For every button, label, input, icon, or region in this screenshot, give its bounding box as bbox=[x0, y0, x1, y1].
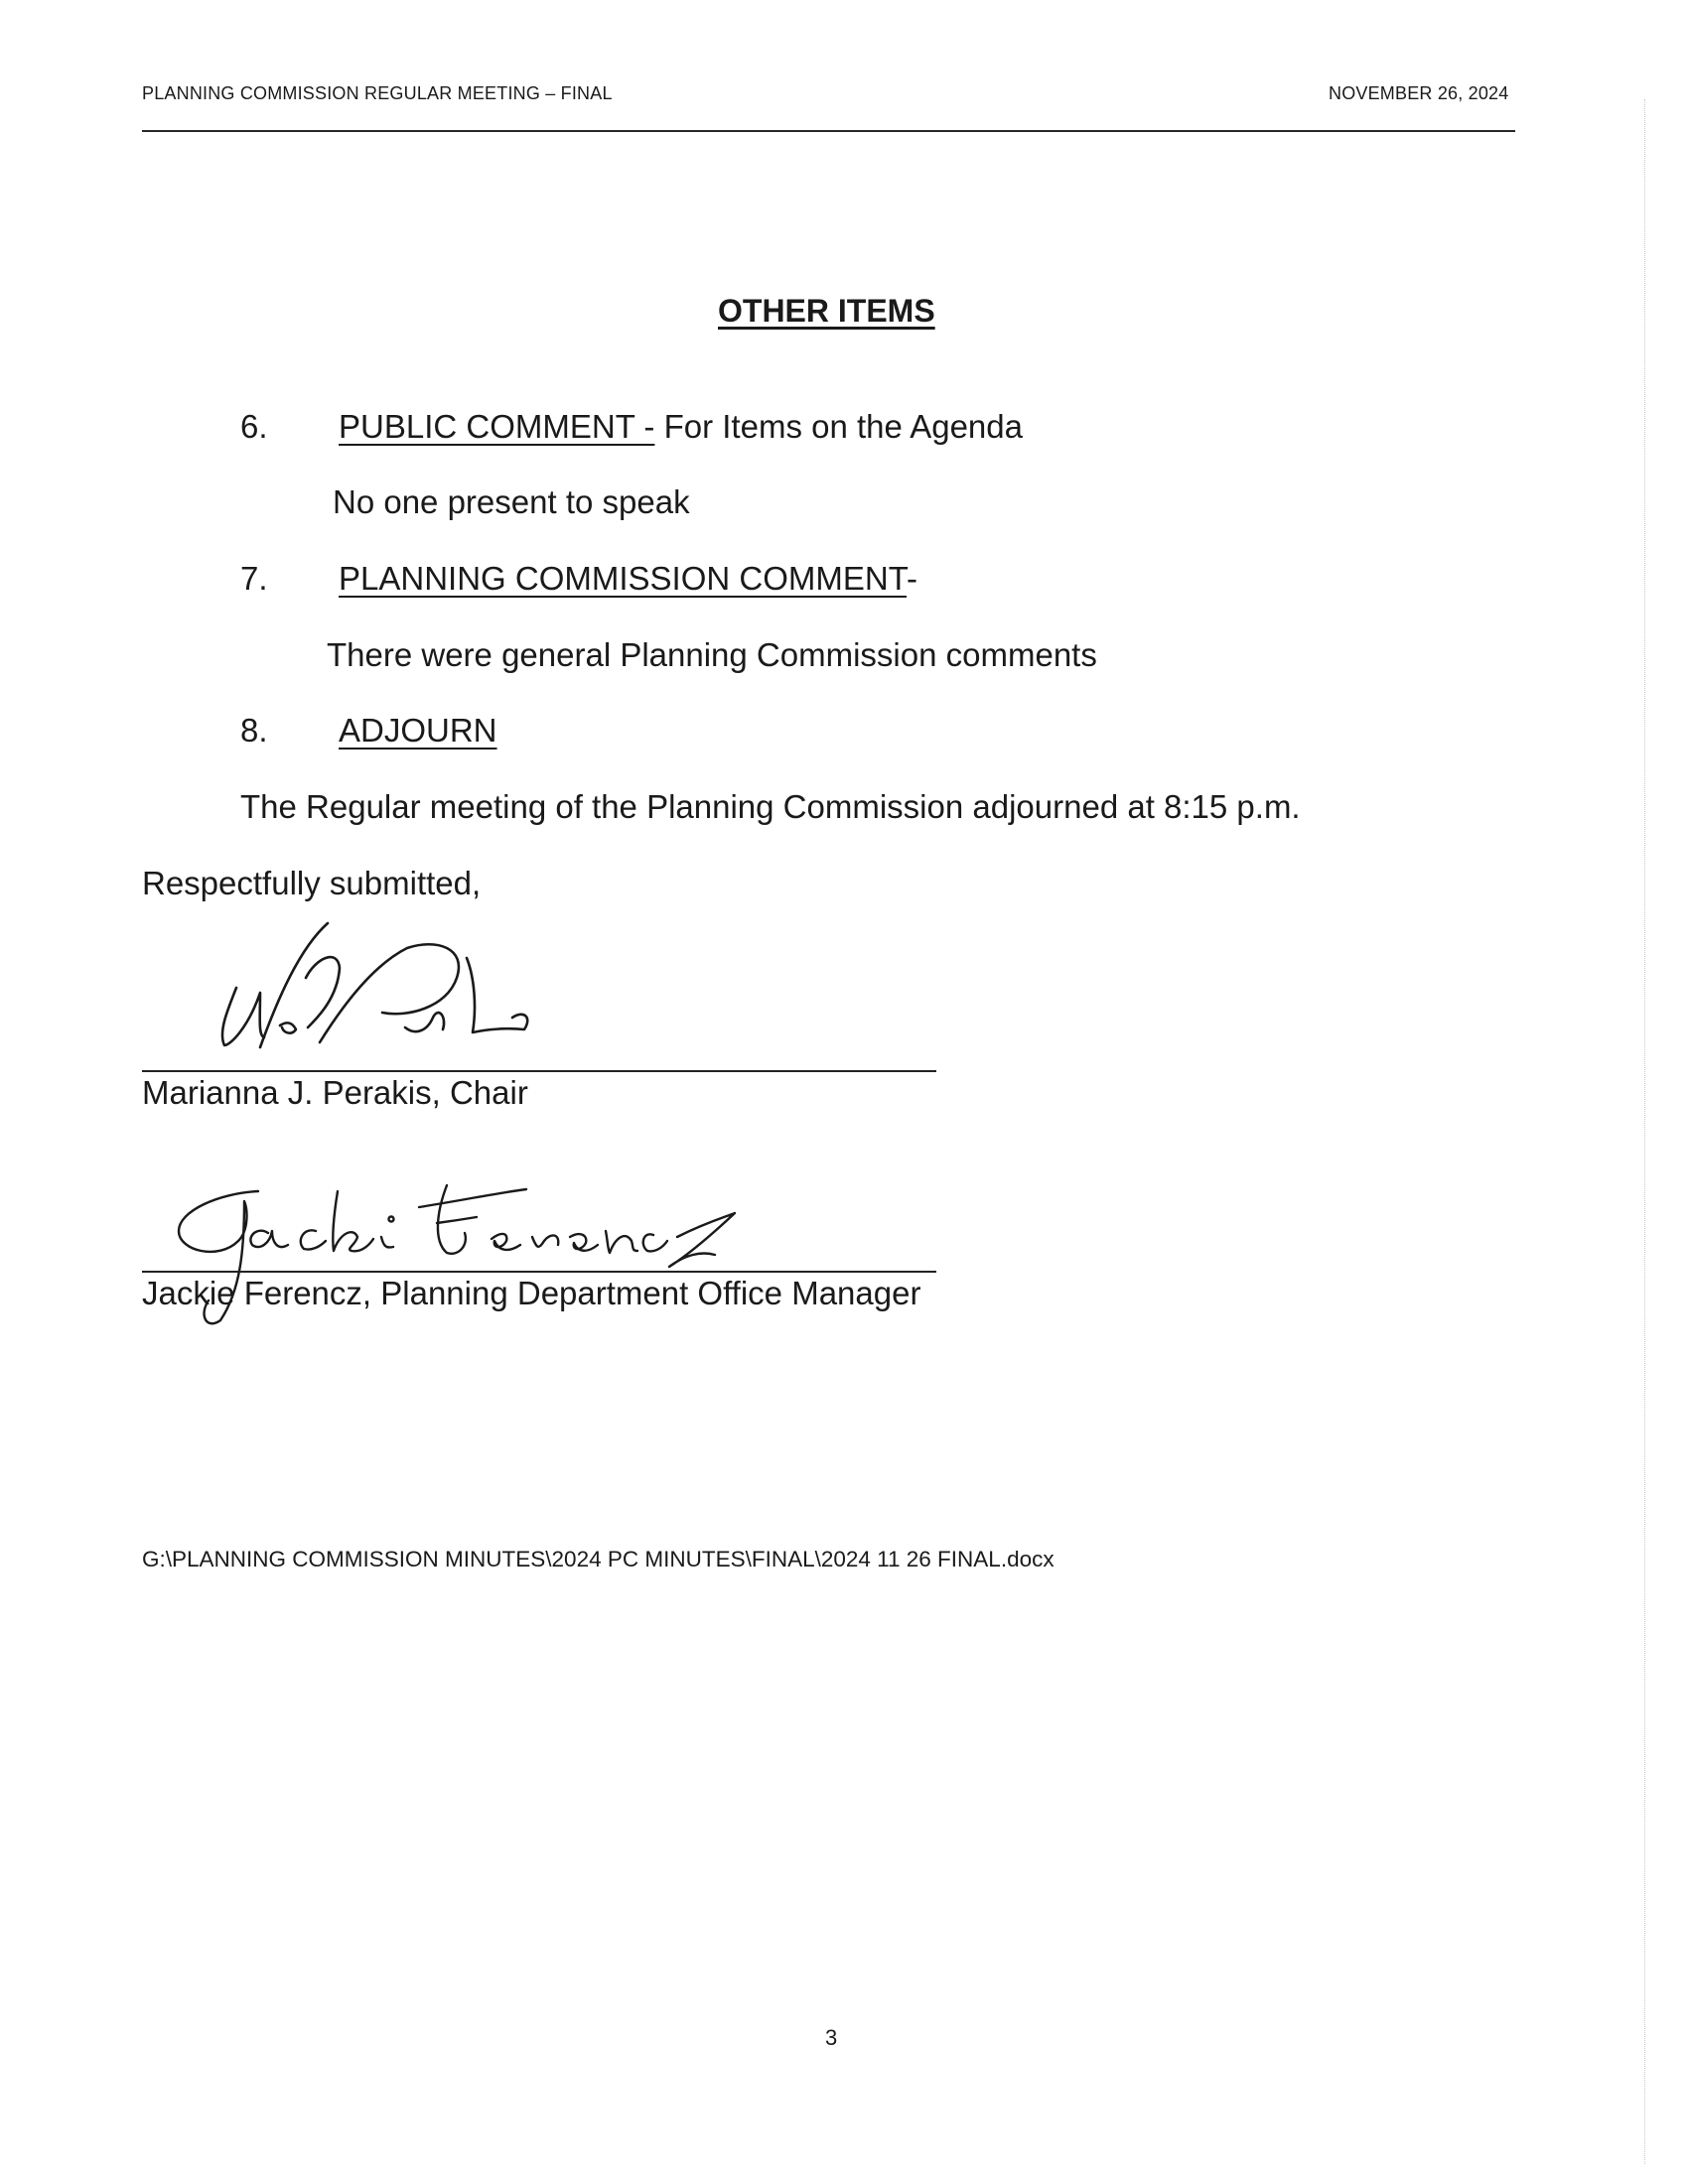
item-7-number: 7. bbox=[240, 560, 268, 597]
chair-name: Marianna J. Perakis, Chair bbox=[142, 1074, 528, 1111]
item-8-text: The Regular meeting of the Planning Commission adjourned at 8:15 p.m. bbox=[240, 788, 1301, 825]
item-7-heading-label: PLANNING COMMISSION COMMENT bbox=[339, 560, 908, 597]
item-6-text: No one present to speak bbox=[333, 483, 690, 520]
chair-signature bbox=[209, 918, 566, 1067]
file-path: G:\PLANNING COMMISSION MINUTES\2024 PC MINUTES\FINAL\2024 11 26 FINAL.docx bbox=[142, 1547, 1055, 1571]
item-8-number: 8. bbox=[240, 712, 268, 749]
page-number: 3 bbox=[825, 2025, 838, 2050]
item-6-heading bbox=[339, 408, 1023, 446]
header-date: NOVEMBER 26, 2024 bbox=[1329, 83, 1509, 103]
item-8-heading-label: ADJOURN bbox=[339, 712, 497, 749]
item-6-number: 6. bbox=[240, 408, 268, 445]
office-manager-name: Jackie Ferencz, Planning Department Office Manager bbox=[142, 1275, 921, 1311]
scan-edge bbox=[1644, 99, 1645, 2164]
signature-line-office-manager bbox=[142, 1271, 936, 1273]
header-title: PLANNING COMMISSION REGULAR MEETING – FINAL bbox=[142, 83, 613, 103]
item-7-text: There were general Planning Commission comments bbox=[327, 636, 1097, 673]
item-6-heading-label: PUBLIC COMMENT - bbox=[339, 408, 655, 445]
item-6-heading-tail: For Items on the Agenda bbox=[654, 408, 1023, 445]
item-7-heading bbox=[339, 560, 917, 598]
item-8-heading bbox=[339, 712, 497, 750]
item-7-heading-tail: - bbox=[907, 560, 918, 597]
signature-line-chair bbox=[142, 1070, 936, 1072]
closing-text: Respectfully submitted, bbox=[142, 865, 482, 901]
section-title: OTHER ITEMS bbox=[718, 293, 935, 329]
header-divider bbox=[142, 130, 1515, 132]
office-manager-signature bbox=[149, 1171, 745, 1340]
